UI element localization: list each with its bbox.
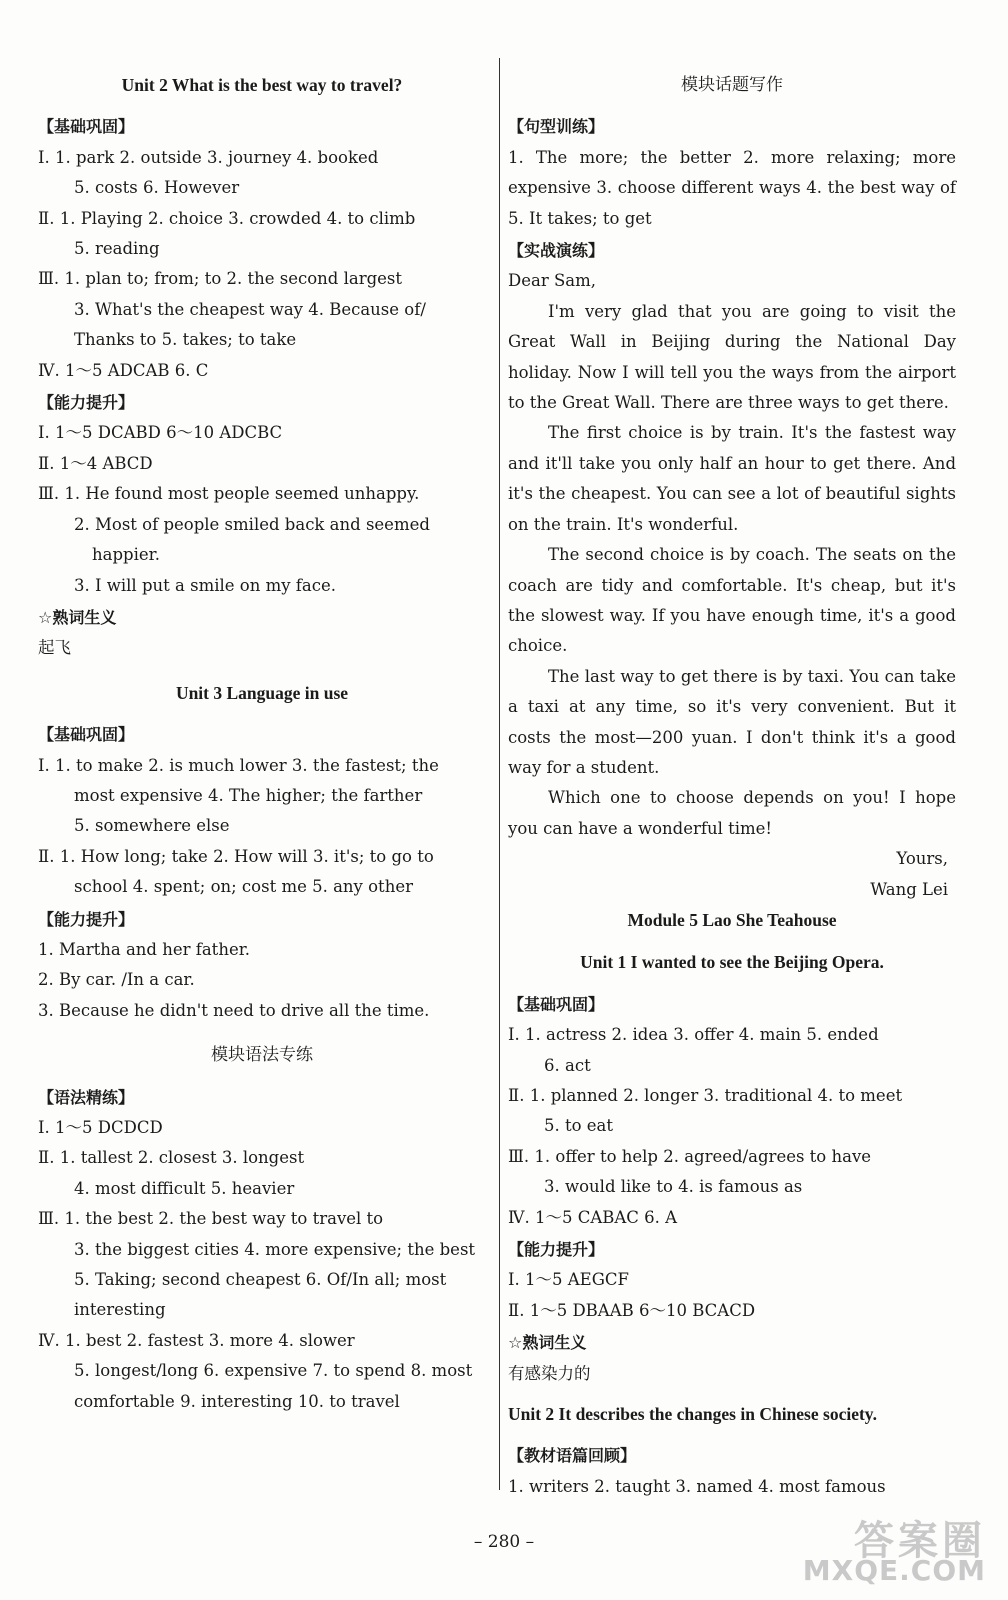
answer-line: 5. Taking; second cheapest 6. Of/In all; most	[74, 1270, 447, 1290]
column-divider	[499, 58, 500, 1490]
watermark-brand: 答案圈	[854, 1518, 986, 1564]
answer-line: Ⅱ. 1. tallest 2. closest 3. longest	[38, 1148, 305, 1168]
letter-paragraph: The second choice is by coach. The seats on the coach are tidy and comfortable. It's cheap, but it's the slowest way. If you have enough time, it's a good choice.	[508, 545, 956, 656]
section-heading: 【实战演练】	[508, 241, 605, 261]
section-heading: 【能力提升】	[38, 393, 135, 413]
section-heading: 【能力提升】	[508, 1240, 605, 1260]
answer-line: 4. most difficult 5. heavier	[74, 1178, 295, 1198]
grammar-title: 模块语法专练	[211, 1045, 313, 1066]
answer-line: 5. to eat	[544, 1116, 614, 1136]
answer-line: most expensive 4. The higher; the farther	[74, 785, 423, 805]
answer-line: Ⅱ. 1. Playing 2. choice 3. crowded 4. to climb	[38, 208, 416, 228]
answer-line: Ⅱ. 1. How long; take 2. How will 3. it's; to go to	[38, 846, 434, 866]
answer-line: Ⅲ. 1. He found most people seemed unhappy.	[38, 484, 420, 504]
unit2-title: Unit 2 What is the best way to travel?	[121, 75, 403, 95]
answer-line: 5. reading	[74, 239, 160, 259]
answer-line: 5. longest/long 6. expensive 7. to spend 8. most	[74, 1361, 473, 1381]
section-heading: ☆熟词生义	[38, 607, 117, 627]
answer-line: 6. act	[544, 1055, 591, 1075]
section-heading: 【基础巩固】	[38, 117, 135, 137]
answer-line: Ⅰ. 1. park 2. outside 3. journey 4. booked	[38, 147, 379, 167]
sentence-answers: 1. The more; the better 2. more relaxing; more expensive 3. choose different ways 4. the best way of 5. It takes; to get	[508, 147, 956, 228]
answer-line: Ⅳ. 1. best 2. fastest 3. more 4. slower	[38, 1330, 355, 1350]
answer-line: comfortable 9. interesting 10. to travel	[74, 1391, 400, 1411]
answer-line: interesting	[74, 1300, 166, 1320]
section-heading: 【基础巩固】	[508, 994, 605, 1014]
answer-line: 3. would like to 4. is famous as	[544, 1177, 803, 1197]
answer-line: Thanks to 5. takes; to take	[74, 330, 297, 350]
module-unit1-title: Unit 1 I wanted to see the Beijing Opera.	[580, 952, 884, 973]
left-column	[38, 62, 486, 1417]
answer-line: Ⅱ. 1～5 DBAAB 6～10 BCACD	[508, 1300, 756, 1320]
answer-line: 3. Because he didn't need to drive all the time.	[38, 1000, 430, 1020]
answer-line: 3. I will put a smile on my face.	[74, 575, 336, 595]
section-heading: ☆熟词生义	[508, 1333, 587, 1353]
section-heading: 【语法精练】	[38, 1087, 135, 1107]
answer-line: 2. By car. /In a car.	[38, 970, 195, 990]
answer-line: 5. costs 6. However	[74, 178, 240, 198]
answer-line: happier.	[92, 545, 160, 565]
answer-line: 3. What's the cheapest way 4. Because of/	[74, 299, 426, 319]
answer-line: Ⅱ. 1. planned 2. longer 3. traditional 4. to meet	[508, 1086, 903, 1105]
watermark	[802, 1518, 986, 1587]
letter-closing: Yours,	[896, 849, 948, 869]
answer-line: Ⅰ. 1～5 DCABD 6～10 ADCBC	[38, 423, 283, 443]
answer-line: Ⅳ. 1～5 CABAC 6. A	[508, 1207, 678, 1227]
answer-line: Ⅲ. 1. plan to; from; to 2. the second largest	[38, 269, 403, 289]
letter-paragraph: The last way to get there is by taxi. You can take a taxi at any time, so it's very convenient. But it costs the most—200 yuan. I don't think it's a good way for a student.	[508, 666, 956, 777]
answer-line: 1. Martha and her father.	[38, 939, 251, 959]
answer-line: Ⅳ. 1～5 ADCAB 6. C	[38, 360, 209, 380]
writing-title: 模块话题写作	[681, 75, 783, 95]
answer-line: Ⅰ. 1～5 AEGCF	[508, 1270, 629, 1290]
right-column	[508, 62, 956, 1502]
answer-line: Ⅱ. 1～4 ABCD	[38, 453, 153, 473]
letter-signature: Wang Lei	[870, 879, 948, 899]
answer-line: 2. Most of people smiled back and seemed	[74, 514, 430, 534]
unit3-title: Unit 3 Language in use	[175, 682, 349, 703]
section-heading: 【基础巩固】	[38, 725, 135, 745]
answer-line: Ⅲ. 1. the best 2. the best way to travel to	[38, 1209, 384, 1229]
answer-line: Ⅰ. 1. to make 2. is much lower 3. the fastest; the	[38, 755, 439, 775]
answer-line: Ⅰ. 1～5 DCDCD	[38, 1118, 163, 1137]
answer-line: 3. the biggest cities 4. more expensive; the best	[74, 1239, 476, 1259]
answer-line: 起飞	[38, 638, 71, 658]
module-title: Module 5 Lao She Teahouse	[627, 909, 837, 930]
section-heading: 【句型训练】	[508, 117, 605, 137]
answer-line: Ⅲ. 1. offer to help 2. agreed/agrees to have	[508, 1146, 872, 1166]
letter-paragraph: Which one to choose depends on you! I hope you can have a wonderful time!	[508, 788, 956, 838]
letter-paragraph: The first choice is by train. It's the fastest way and it'll take you only half an hour to get there. And it's the cheapest. You can see a lot of beautiful sights on the train. It's wonderful.	[508, 423, 956, 534]
section-heading: 【能力提升】	[38, 909, 135, 929]
section-heading: 【教材语篇回顾】	[508, 1446, 637, 1466]
page-number: – 280 –	[473, 1532, 535, 1552]
answer-line: 有感染力的	[508, 1363, 591, 1383]
letter-paragraph: I'm very glad that you are going to visit the Great Wall in Beijing during the National Day holiday. Now I will tell you the ways from the airport to the Great Wall. There are three ways to get there.	[508, 301, 956, 413]
letter-greeting: Dear Sam,	[508, 271, 596, 291]
answer-line: 5. somewhere else	[74, 816, 230, 836]
answer-line: Ⅰ. 1. actress 2. idea 3. offer 4. main 5. ended	[508, 1025, 879, 1045]
module-unit2-title: Unit 2 It describes the changes in Chinese society.	[508, 1404, 877, 1425]
answer-line: 1. writers 2. taught 3. named 4. most famous	[508, 1476, 886, 1496]
answer-line: school 4. spent; on; cost me 5. any other	[74, 877, 413, 897]
watermark-site: MXQE.COM	[802, 1554, 986, 1587]
